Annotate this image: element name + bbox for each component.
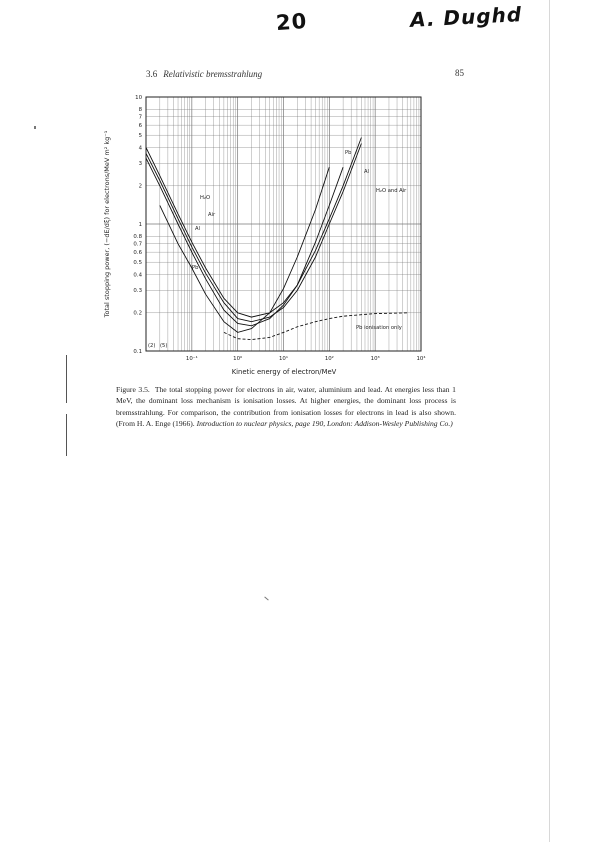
y-tick-label: 5 [138,133,142,140]
y-tick-label: 1 [138,221,142,228]
x-axis-ticks [186,355,426,362]
caption-reference: Introduction to nuclear physics, page 190, London: Addison-Wesley Publishing Co.) [196,418,453,428]
y-tick-label: 0.3 [133,288,142,295]
corner-label-5: (5) [160,343,168,349]
running-head [146,69,262,79]
page-edge-line [549,0,550,842]
y-tick-label: 10 [135,94,142,101]
y-tick-label: 7 [138,114,142,121]
label-pb-high: Pb [345,150,352,156]
label-al-low: Al [195,226,200,232]
label-air-low: Air [208,212,216,218]
x-tick-label: 10⁰ [233,356,243,362]
section-title: Relativistic bremsstrahlung [163,69,263,79]
handwritten-name: A. Dughd [409,2,523,32]
label-pb-ionisation: Pb ionisation only [356,325,402,331]
y-tick-label: 6 [138,122,142,129]
x-tick-label: 10⁻¹ [185,356,198,362]
chart-grid [146,97,421,351]
margin-mark [66,355,67,403]
figure-caption [116,384,456,429]
page-number: 85 [455,68,464,78]
corner-label-2: (2) [148,343,156,349]
label-pb-low: Pb [192,265,199,271]
y-tick-label: 0.8 [133,234,142,241]
x-tick-label: 10⁴ [416,356,426,362]
caption-label: Figure 3.5. [116,385,150,394]
series-line [146,158,343,326]
y-axis-ticks [133,95,142,355]
y-tick-label: 2 [138,183,142,190]
y-tick-label: 8 [138,107,142,114]
y-tick-label: 0.4 [133,272,142,279]
scan-speck [34,126,36,129]
y-tick-label: 0.7 [133,241,142,248]
x-tick-label: 10³ [370,356,380,362]
label-h2o-low: H₂O [200,195,211,201]
handwritten-number: 20 [275,8,309,36]
caption-text: The total stopping power for electrons in air, water, aluminium and lead. At energies less than 1 MeV, the dominant loss mechanism is ionisation losses. At higher energies, the dominant loss process is bremsstrahlung. For comparison, the contribution from ionisation losses for electrons in lead is also shown. (From H. A. Enge (1966). [116,385,456,428]
y-tick-label: 0.1 [133,348,142,355]
x-tick-label: 10¹ [278,356,289,362]
y-axis-label: Total stopping power, (−dE/dξ) for electrons/MeV m² kg⁻¹ [103,130,111,318]
x-axis-label: Kinetic energy of electron/MeV [231,368,337,376]
margin-mark [66,414,67,456]
section-number: 3.6 [146,69,158,79]
stopping-power-chart [90,88,450,378]
scan-speck [264,597,268,601]
label-h2o-air: H₂O and Air [376,188,407,194]
y-tick-label: 3 [138,161,142,168]
series-line [160,167,329,332]
y-tick-label: 0.6 [133,249,142,256]
label-h2o-air-water: H₂O [376,188,387,194]
label-al: Al [364,169,369,175]
y-tick-label: 0.5 [133,260,142,267]
y-tick-label: 0.2 [133,310,142,317]
y-tick-label: 4 [138,145,142,152]
x-tick-label: 10² [324,356,334,362]
label-h2o-air-air: Air [399,188,407,194]
series-labels [148,150,407,349]
